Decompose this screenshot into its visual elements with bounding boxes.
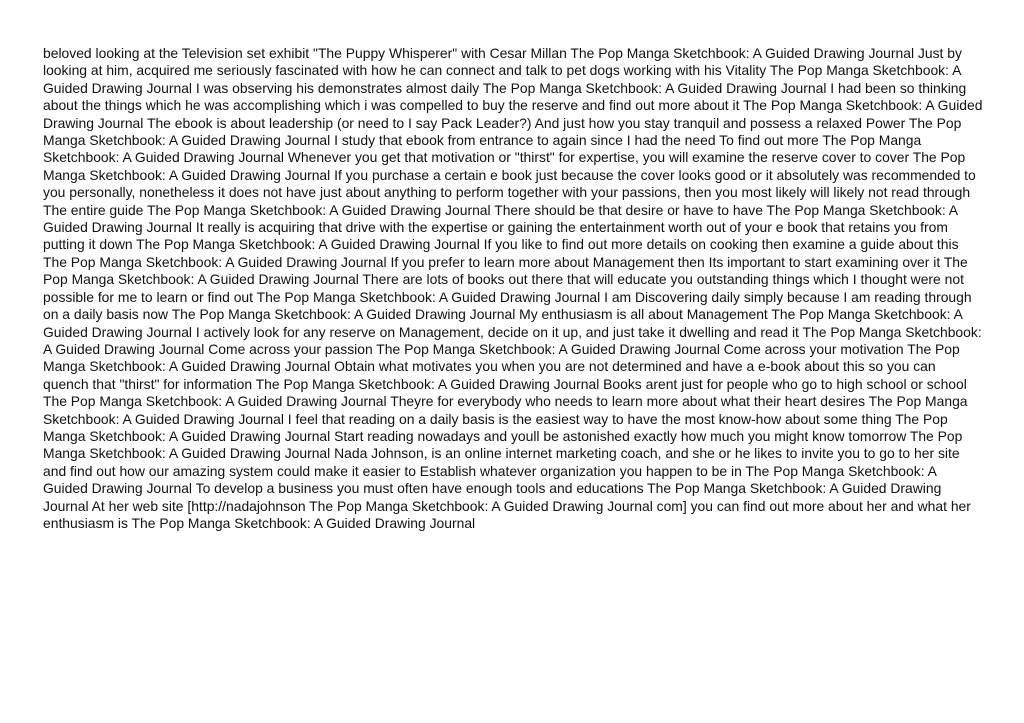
body-paragraph: beloved looking at the Television set exhibit "The Puppy Whisperer" with Cesar Millan The Pop Manga Sketchbook: A Guided Drawing Journal Just by looking at him, acquired me seriously fascinated with how he can connect and talk to pet dogs working with his Vitality The Pop Manga Sketchbook: A Guided Drawing Journal I was observing his demonstrates almost daily The Pop Manga Sketchbook: A Guided Drawing Journal I had been so thinking about the things which he was accomplishing which i was compelled to buy the reserve and find out more about it The Pop Manga Sketchbook: A Guided Drawing Journal The ebook is about leadership (or need to I say Pack Leader?) And just how you stay tranquil and possess a relaxed Power The Pop Manga Sketchbook: A Guided Drawing Journal I study that ebook from entrance to again since I had the need To find out more The Pop Manga Sketchbook: A Guided Drawing Journal Whenever you get that motivation or "thirst" for expertise, you will examine the reserve cover to cover The Pop Manga Sketchbook: A Guided Drawing Journal If you purchase a certain e book just because the cover looks good or it absolutely was recommended to you personally, nonetheless it does not have just about anything to perform together with your passions, then you most likely will likely not read through The entire guide The Pop Manga Sketchbook: A Guided Drawing Journal There should be that desire or have to have The Pop Manga Sketchbook: A Guided Drawing Journal It really is acquiring that drive with the expertise or gaining the entertainment worth out of your e book that retains you from putting it down The Pop Manga Sketchbook: A Guided Drawing Journal If you like to find out more details on cooking then examine a guide about this The Pop Manga Sketchbook: A Guided Drawing Journal If you prefer to learn more about Management then Its important to start examining over it The Pop Manga Sketchbook: A Guided Drawing Journal There are lots of books out there that will educate you outstanding things which I thought were not possible for me to learn or find out The Pop Manga Sketchbook: A Guided Drawing Journal I am Discovering daily simply because I am reading through on a daily basis now The Pop Manga Sketchbook: A Guided Drawing Journal My enthusiasm is all about Management The Pop Manga Sketchbook: A Guided Drawing Journal I actively look for any reserve on Management, decide on it up, and just take it dwelling and read it The Pop Manga Sketchbook: A Guided Drawing Journal Come across your passion The Pop Manga Sketchbook: A Guided Drawing Journal Come across your motivation The Pop Manga Sketchbook: A Guided Drawing Journal Obtain what motivates you when you are not determined and have a e-book about this so you can quench that "thirst" for information The Pop Manga Sketchbook: A Guided Drawing Journal Books arent just for people who go to high school or school The Pop Manga Sketchbook: A Guided Drawing Journal Theyre for everybody who needs to learn more about what their heart desires The Pop Manga Sketchbook: A Guided Drawing Journal I feel that reading on a daily basis is the easiest way to have the most know-how about some thing The Pop Manga Sketchbook: A Guided Drawing Journal Start reading nowadays and youll be astonished exactly how much you might know tomorrow The Pop Manga Sketchbook: A Guided Drawing Journal Nada Johnson, is an online internet marketing coach, and she or he likes to invite you to go to her site and find out how our amazing system could make it easier to Establish whatever organization you happen to be in The Pop Manga Sketchbook: A Guided Drawing Journal To develop a business you must often have enough tools and educations The Pop Manga Sketchbook: A Guided Drawing Journal At her web site [http://nadajohnson The Pop Manga Sketchbook: A Guided Drawing Journal com] you can find out more about her and what her enthusiasm is The Pop Manga Sketchbook: A Guided Drawing Journal	[43, 45, 983, 531]
